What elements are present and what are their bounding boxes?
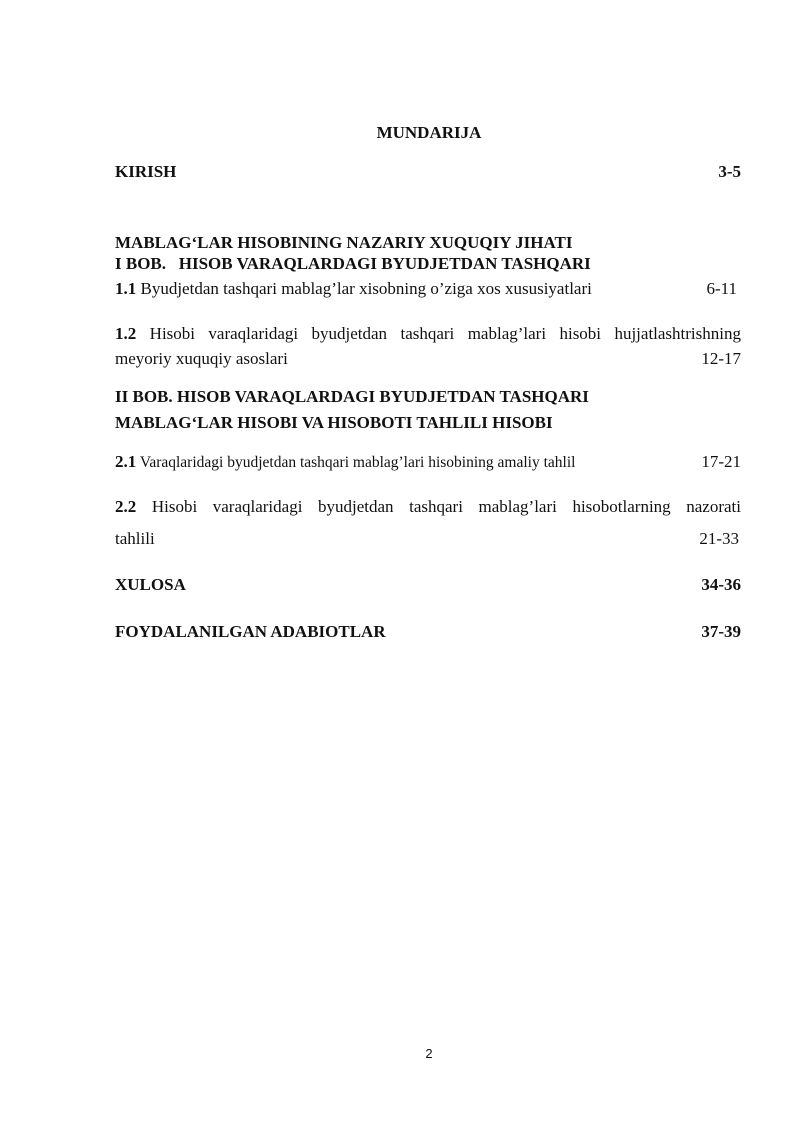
entry-text	[115, 449, 575, 476]
entry-pages: 37-39	[701, 622, 741, 641]
toc-entry-1-1	[115, 276, 741, 302]
page-number: 2	[425, 1046, 433, 1061]
section-title-cont: meyoriy xuquqiy asoslari	[115, 349, 288, 368]
section-title: Hisobi varaqlaridagi byudjetdan tashqari mablag’lari hisobotlarning nazorati	[136, 497, 741, 516]
entry-pages: 6-11	[706, 279, 737, 298]
section-title-cont: tahlili	[115, 529, 155, 548]
section-number: 2.2	[115, 497, 137, 516]
entry-label: XULOSA	[115, 575, 186, 594]
entry-pages: 3-5	[718, 162, 741, 181]
chapter-1-line-2: MABLAG‘LAR HISOBINING NAZARIY XUQUQIY JIHATI	[115, 233, 573, 252]
section-number: 1.1	[115, 279, 137, 298]
section-number: 2.1	[115, 452, 137, 471]
toc-entry-1-2	[115, 321, 741, 347]
chapter-2-line-2: MABLAG‘LAR HISOBI VA HISOBOTI TAHLILI HISOBI	[115, 413, 553, 432]
chapter-2-heading	[115, 384, 741, 436]
toc-entry-kirish	[115, 159, 741, 185]
chapter-1-line-1: I BOB. HISOB VARAQLARDAGI BYUDJETDAN TASHQARI	[115, 254, 591, 273]
toc-entry-2-2-cont	[115, 526, 741, 552]
section-number: 1.2	[115, 324, 137, 343]
chapter-1-heading	[115, 199, 741, 329]
toc-entry-xulosa	[115, 572, 741, 598]
toc-entry-1-2-cont	[115, 346, 741, 372]
toc-entry-2-1	[115, 449, 741, 476]
entry-pages: 34-36	[701, 575, 741, 594]
entry-text	[115, 276, 592, 302]
entry-pages: 21-33	[699, 529, 739, 548]
chapter-1-heading-cont	[115, 230, 741, 256]
chapter-2-line-1: II BOB. HISOB VARAQLARDAGI BYUDJETDAN TASHQARI	[115, 387, 589, 406]
toc-entry-2-2	[115, 494, 741, 520]
entry-label: FOYDALANILGAN ADABIOTLAR	[115, 622, 386, 641]
section-title: Hisobi varaqlaridagi byudjetdan tashqari mablag’lari hisobi hujjatlashtrishning	[136, 324, 741, 343]
section-title: Varaqlaridagi byudjetdan tashqari mablag’lari hisobining amaliy tahlil	[136, 454, 576, 471]
section-title: Byudjetdan tashqari mablag’lar xisobning o’ziga xos xususiyatlari	[136, 279, 592, 298]
toc-title: MUNDARIJA	[376, 123, 482, 142]
entry-label: KIRISH	[115, 162, 177, 181]
entry-pages: 17-21	[701, 452, 741, 471]
entry-pages: 12-17	[701, 349, 741, 368]
toc-entry-adabiotlar	[115, 619, 741, 645]
